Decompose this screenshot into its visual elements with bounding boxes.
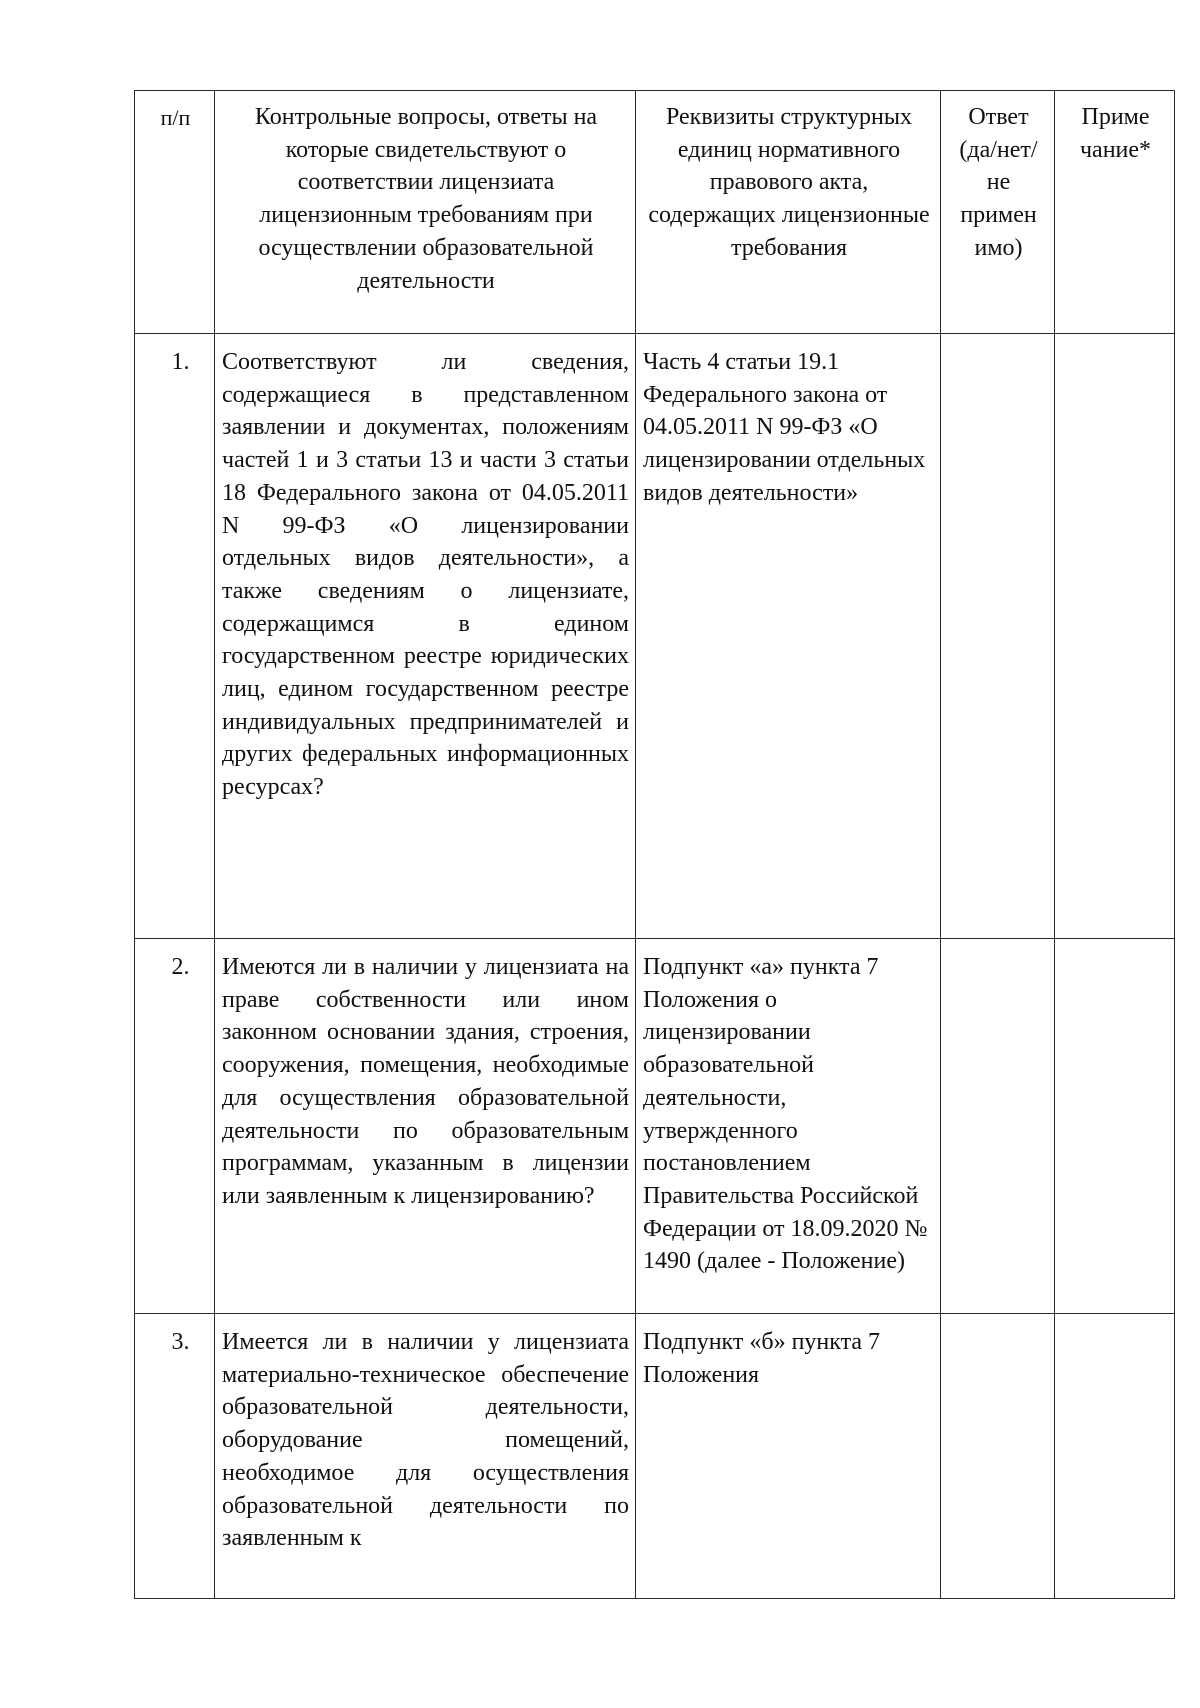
table-header-row [135, 91, 1175, 334]
row-note [1055, 334, 1175, 939]
row-answer [941, 334, 1055, 939]
header-number: п/п [135, 91, 215, 334]
row-number: 3. [135, 1314, 215, 1599]
row-answer [941, 939, 1055, 1314]
checklist-table [134, 90, 1175, 1599]
row-number: 2. [135, 939, 215, 1314]
row-question: Соответствуют ли сведения, содержащиеся в представленном заявлении и документах, положениям частей 1 и 3 статьи 13 и части 3 статьи 18 Федерального закона от 04.05.2011 N 99-ФЗ «О лицензировании отдельных видов деятельности», а также сведениям о лицензиате, содержащимся в едином государственном реестре юридических лиц, едином государственном реестре индивидуальных предпринимателей и других федеральных информационных ресурсах? [215, 334, 636, 939]
table-row [135, 334, 1175, 939]
row-answer [941, 1314, 1055, 1599]
row-note [1055, 939, 1175, 1314]
row-requisites: Часть 4 статьи 19.1 Федерального закона от 04.05.2011 N 99-ФЗ «О лицензировании отдельных видов деятельности» [636, 334, 941, 939]
header-note: Приме чание* [1055, 91, 1175, 334]
header-requisites: Реквизиты структурных единиц нормативного правового акта, содержащих лицензионные требования [636, 91, 941, 334]
row-requisites: Подпункт «б» пункта 7 Положения [636, 1314, 941, 1599]
row-requisites: Подпункт «а» пункта 7 Положения о лицензировании образовательной деятельности, утвержденного постановлением Правительства Российской Федерации от 18.09.2020 № 1490 (далее - Положение) [636, 939, 941, 1314]
header-question: Контрольные вопросы, ответы на которые свидетельствуют о соответствии лицензиата лицензионным требованиям при осуществлении образовательной деятельности [215, 91, 636, 334]
header-answer: Ответ (да/нет/ не примен имо) [941, 91, 1055, 334]
table-row [135, 939, 1175, 1314]
row-question: Имеется ли в наличии у лицензиата материально-техническое обеспечение образовательной деятельности, оборудование помещений, необходимое для осуществления образовательной деятельности по заявленным к [215, 1314, 636, 1599]
row-note [1055, 1314, 1175, 1599]
table-row [135, 1314, 1175, 1599]
row-number: 1. [135, 334, 215, 939]
row-question: Имеются ли в наличии у лицензиата на праве собственности или ином законном основании здания, строения, сооружения, помещения, необходимые для осуществления образовательной деятельности по образовательным программам, указанным в лицензии или заявленным к лицензированию? [215, 939, 636, 1314]
